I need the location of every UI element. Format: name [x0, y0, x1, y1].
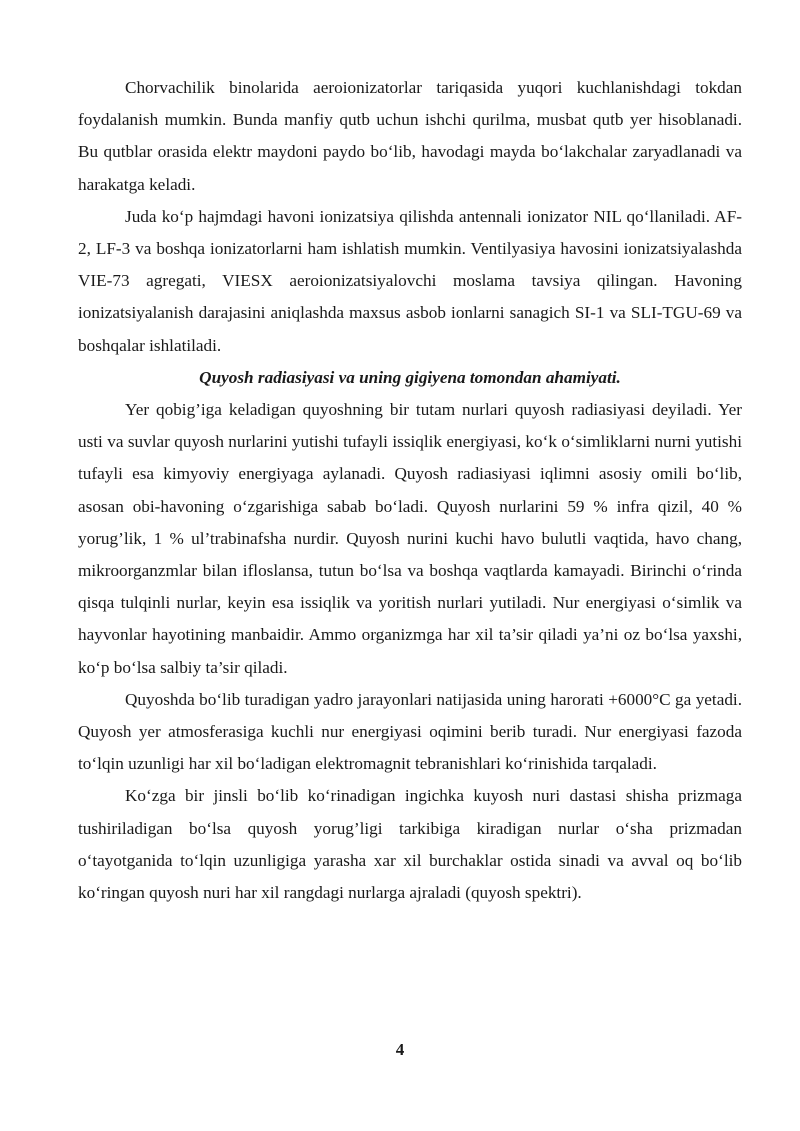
paragraph-solar-spectrum: Ko‘zga bir jinsli bo‘lib ko‘rinadigan ingichka kuyosh nuri dastasi shisha prizmaga tushiriladigan bo‘lsa quyosh yorug’ligi tarkibiga kiradigan nurlar o‘sha prizmadan o‘tayotganida to‘lqin uzunligiga yarasha xar xil burchaklar ostida sinadi va avval oq bo‘lib ko‘ringan quyosh nuri har xil rangdagi nurlarga ajraladi (quyosh spektri).: [78, 786, 742, 903]
page-number: 4: [395, 1040, 405, 1059]
paragraph-solar-radiation: Yer qobig’iga keladigan quyoshning bir tutam nurlari quyosh radiasiyasi deyiladi. Yer usti va suvlar quyosh nurlarini yutishi tufayli issiqlik energiyasi, ko‘k o‘simliklarni nurni yutishi tufayli esa kimyoviy energiyaga aylanadi. Quyosh radiasiyasi iqlimni asosiy omili bo‘lib, asosan obi-havoning o‘zgarishiga sabab bo‘ladi. Quyosh nurlarini 59 % infra qizil, 40 % yorug’lik, 1 % ul’trabinafsha nurdir. Quyosh nurini kuchi havo bulutli vaqtida, havo chang, mikroorganzmlar bilan ifloslansa, tutun bo‘lsa va boshqa vaqtlarda kamayadi. Birinchi o‘rinda qisqa tulqinli nurlar, keyin esa issiqlik va yoritish nurlari yutiladi. Nur energiyasi o‘simlik va hayvonlar hayotining manbaidir. Ammo organizmga har xil ta’sir qiladi ya’ni oz bo‘lsa yaxshi, ko‘p bo‘lsa salbiy ta’sir qiladi.: [78, 400, 742, 677]
page-body: [78, 72, 742, 909]
paragraph-ionization-devices: Juda ko‘p hajmdagi havoni ionizatsiya qilishda antennali ionizator NIL qo‘llaniladi. AF-2, LF-3 va boshqa ionizatorlarni ham ishlatish mumkin. Ventilyasiya havosini ionizatsiyalashda VIE-73 agregati, VIESX aeroionizatsiyalovchi moslama tavsiya qilingan. Havoning ionizatsiyalanish darajasini aniqlashda maxsus asbob ionlarni sanagich SI-1 va SLI-TGU-69 va boshqalar ishlatiladi.: [78, 206, 742, 355]
section-heading: Quyosh radiasiyasi va uning gigiyena tomondan ahamiyati.: [199, 367, 621, 387]
paragraph-nuclear-processes: Quyoshda bo‘lib turadigan yadro jarayonlari natijasida uning harorati +6000°C ga yetadi. Quyosh yer atmosferasiga kuchli nur energiyasi oqimini berib turadi. Nur energiyasi fazoda to‘lqin uzunligi har xil bo‘ladigan elektromagnit tebranishlari ko‘rinishida tarqaladi.: [78, 689, 742, 774]
paragraph-aeroionizers: Chorvachilik binolarida aeroionizatorlar tariqasida yuqori kuchlanishdagi tokdan foydalanish mumkin. Bunda manfiy qutb uchun ishchi qurilma, musbat qutb yer hisoblanadi. Bu qutblar orasida elektr maydoni paydo bo‘lib, havodagi mayda bo‘lakchalar zaryadlanadi va harakatga keladi.: [78, 78, 742, 194]
